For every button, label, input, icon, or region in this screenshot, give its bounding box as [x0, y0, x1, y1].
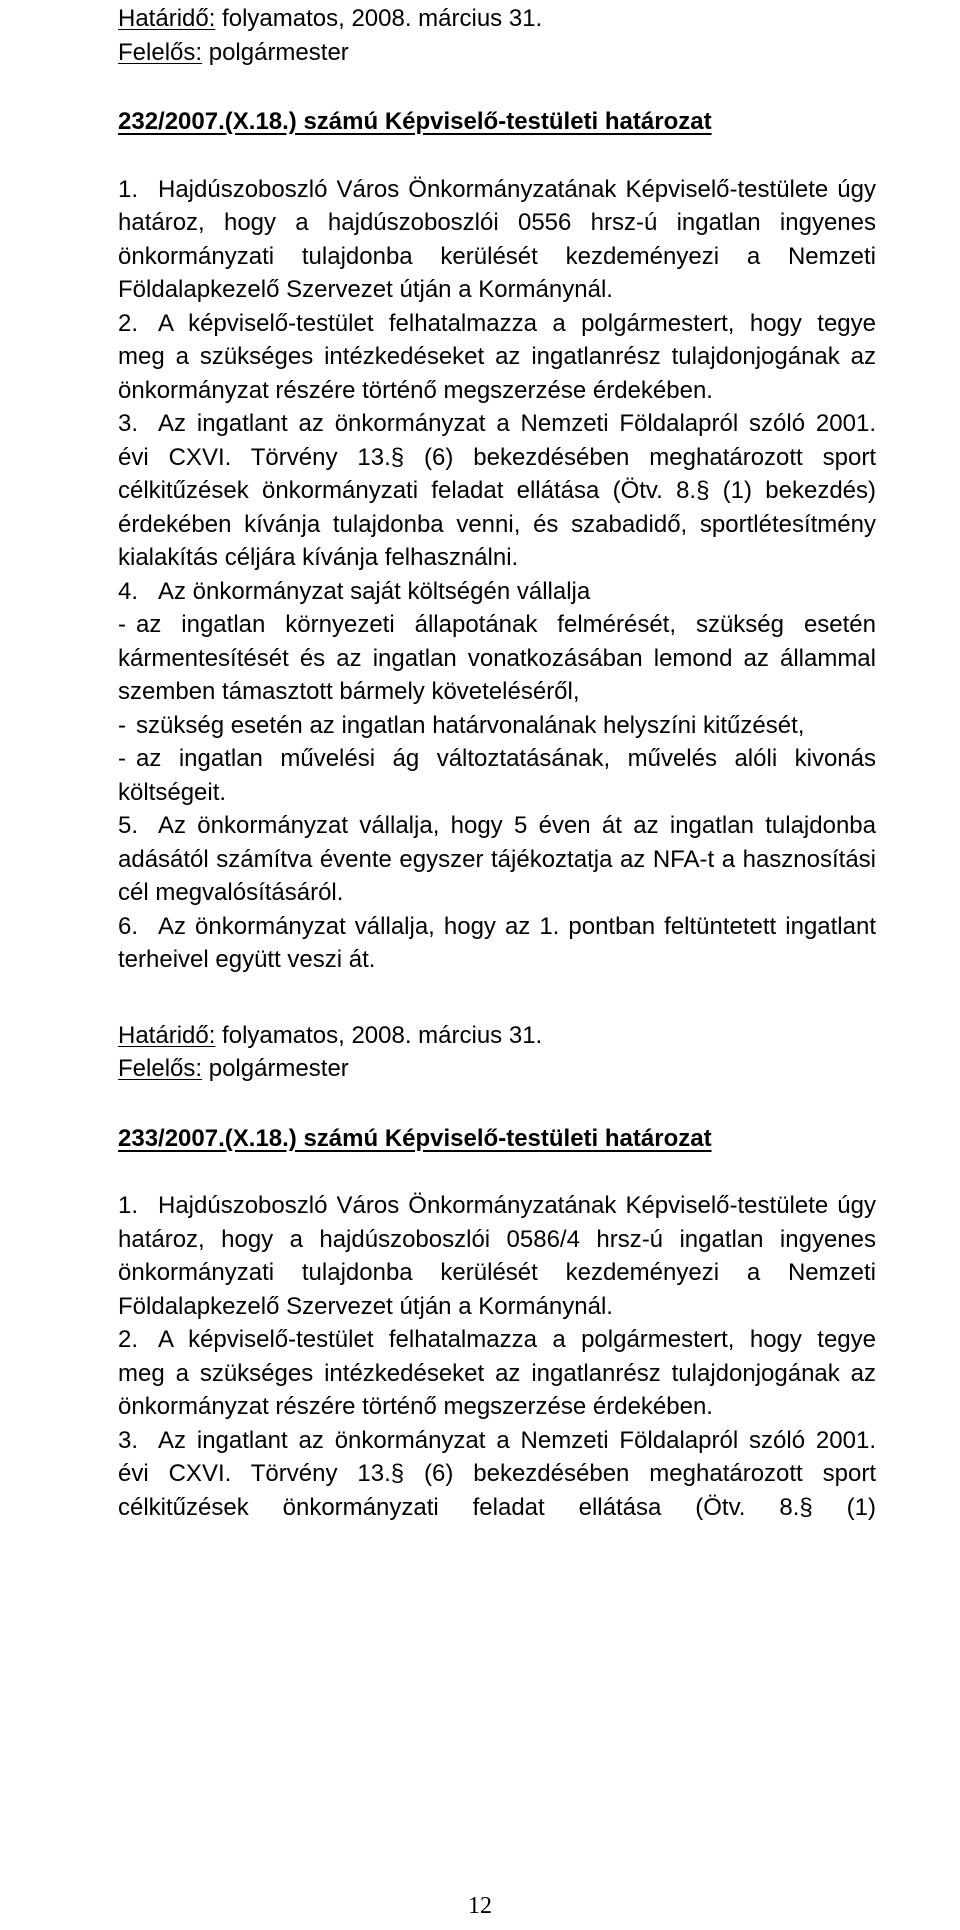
document-page	[118, 2, 876, 1524]
responsible-line	[118, 1052, 876, 1086]
deadline-label: Határidő:	[118, 1021, 216, 1049]
resolution-item: 3. Az ingatlant az önkormányzat a Nemzeti Földalapról szóló 2001. évi CXVI. Törvény 13.§ (6) bekezdésében meghatározott sport célkitűzések önkormányzati feladat ellátása (Ötv. 8.§ (1) bekezdés) érdekében kívánja tulajdonba venni, és szabadidő, sportlétesítmény kialakítás céljára kívánja felhasználni.	[118, 410, 876, 571]
resolution-item: 2. A képviselő-testület felhatalmazza a polgármestert, hogy tegye meg a szükséges intézkedéseket az ingatlanrész tulajdonjogának az önkormányzat részére történő megszerzése érdekében.	[118, 1326, 876, 1420]
resolution-title: 233/2007.(X.18.) számú Képviselő-testületi határozat	[118, 1124, 712, 1152]
deadline-label: Határidő:	[118, 5, 216, 32]
bullet-item: - az ingatlan művelési ág változtatásának, művelés alóli kivonás költségeit.	[118, 745, 876, 806]
deadline-value: folyamatos, 2008. március 31.	[215, 1021, 543, 1049]
responsible-value: polgármester	[202, 1055, 349, 1082]
resolution-item: 6. Az önkormányzat vállalja, hogy az 1. pontban feltüntetett ingatlant terheivel együtt veszi át.	[118, 912, 876, 973]
resolution-item: 1. Hajdúszoboszló Város Önkormányzatának Képviselő-testülete úgy határoz, hogy a hajdúszoboszlói 0556 hrsz-ú ingatlan ingyenes önkormányzati tulajdonba kerülését kezdeményezi a Nemzeti Földalapkezelő Szervezet útján a Kormánynál.	[118, 175, 876, 303]
deadline-line	[118, 1019, 876, 1053]
responsible-value: polgármester	[202, 38, 349, 66]
deadline-line	[118, 2, 876, 36]
resolution-item: 2. A képviselő-testület felhatalmazza a polgármestert, hogy tegye meg a szükséges intézkedéseket az ingatlanrész tulajdonjogának az önkormányzat részére történő megszerzése érdekében.	[118, 309, 876, 404]
bullet-item: - az ingatlan környezeti állapotának felmérését, szükség esetén kármentesítését és az ingatlan vonatkozásában lemond az állammal szemben támasztott bármely követeléséről,	[118, 611, 876, 705]
resolution-item: 3. Az ingatlant az önkormányzat a Nemzeti Földalapról szóló 2001. évi CXVI. Törvény 13.§ (6) bekezdésében meghatározott sport célkitűzések önkormányzati feladat ellátása (Ötv. 8.§ (1)	[118, 1426, 876, 1521]
page-number: 12	[468, 1893, 492, 1919]
bullet-item: - szükség esetén az ingatlan határvonalának helyszíni kitűzését,	[118, 711, 805, 739]
responsible-label: Felelős:	[118, 38, 203, 66]
responsible-label: Felelős:	[118, 1055, 203, 1082]
resolution-item: 5. Az önkormányzat vállalja, hogy 5 éven át az ingatlan tulajdonba adásától számítva évente egyszer tájékoztatja az NFA-t a hasznosítási cél megvalósításáról.	[118, 812, 876, 906]
resolution-item: 4. Az önkormányzat saját költségén vállalja	[118, 577, 591, 605]
resolution-item: 1. Hajdúszoboszló Város Önkormányzatának Képviselő-testülete úgy határoz, hogy a hajdúszoboszlói 0586/4 hrsz-ú ingatlan ingyenes önkormányzati tulajdonba kerülését kezdeményezi a Nemzeti Földalapkezelő Szervezet útján a Kormánynál.	[118, 1192, 876, 1320]
deadline-value: folyamatos, 2008. március 31.	[215, 5, 543, 32]
resolution-title: 232/2007.(X.18.) számú Képviselő-testületi határozat	[118, 108, 712, 135]
responsible-line	[118, 36, 876, 70]
